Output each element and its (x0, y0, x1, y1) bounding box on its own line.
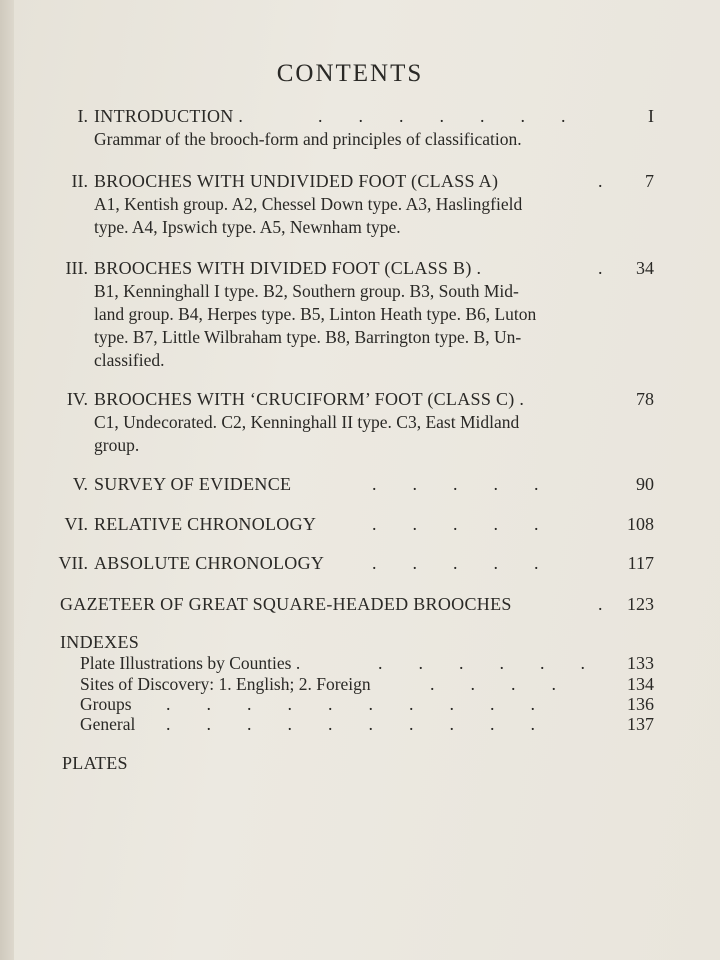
chapter-description: C1, Undecorated. C2, Kenninghall II type. C3, East Midland (94, 412, 520, 432)
leader-dots: . (598, 594, 603, 614)
chapter-description: classified. (94, 350, 165, 370)
page-number: 78 (636, 389, 654, 409)
page-number: 7 (645, 171, 654, 191)
chapter-heading: ABSOLUTE CHRONOLOGY (94, 553, 325, 573)
index-item-label: Plate Illustrations by Counties . (80, 653, 301, 673)
page-number: I (648, 106, 654, 126)
chapter-heading: BROOCHES WITH ‘CRUCIFORM’ FOOT (CLASS C) . (94, 389, 525, 409)
leader-dots: . . . . . . (378, 653, 585, 673)
chapter-number: III. (65, 258, 88, 278)
chapter-number: VII. (58, 553, 88, 573)
leader-dots: . . . . . . . . . . (166, 694, 535, 714)
chapter-number: II. (71, 171, 88, 191)
page-number: 117 (627, 553, 654, 573)
index-item-label: General (80, 714, 136, 734)
page-number: 34 (636, 258, 654, 278)
chapter-heading: INTRODUCTION . (94, 106, 244, 126)
leader-dots: . . . . . . . (318, 106, 566, 126)
leader-dots: . . . . . (372, 514, 539, 534)
page-number: 108 (627, 514, 654, 534)
indexes-heading: INDEXES (60, 632, 140, 652)
leader-dots: . . . . (430, 674, 556, 694)
index-item-label: Groups (80, 694, 132, 714)
chapter-number: VI. (64, 514, 88, 534)
chapter-heading: SURVEY OF EVIDENCE (94, 474, 292, 494)
page-number: 133 (627, 653, 654, 673)
plates-heading: PLATES (62, 753, 128, 773)
leader-dots: . . . . . (372, 553, 539, 573)
chapter-heading: RELATIVE CHRONOLOGY (94, 514, 317, 534)
page-number: 123 (627, 594, 654, 614)
gazetteer-heading: GAZETEER OF GREAT SQUARE-HEADED BROOCHES (60, 594, 512, 614)
chapter-number: I. (77, 106, 88, 126)
page-title: CONTENTS (276, 60, 424, 87)
page-number: 134 (627, 674, 654, 694)
page-number: 90 (636, 474, 654, 494)
page-number: 137 (627, 714, 654, 734)
leader-dots: . (598, 258, 603, 278)
chapter-description: group. (94, 435, 140, 455)
leader-dots: . (598, 171, 603, 191)
index-item-label: Sites of Discovery: 1. English; 2. Foreign (80, 674, 371, 694)
chapter-description: type. B7, Little Wilbraham type. B8, Barrington type. B, Un- (94, 327, 522, 347)
chapter-description: B1, Kenninghall I type. B2, Southern group. B3, South Mid- (94, 281, 519, 301)
chapter-number: V. (72, 474, 88, 494)
leader-dots: . . . . . . . . . . (166, 714, 535, 734)
page-number: 136 (627, 694, 654, 714)
chapter-description: Grammar of the brooch-form and principles of classification. (94, 129, 522, 149)
chapter-number: IV. (66, 389, 88, 409)
chapter-heading: BROOCHES WITH DIVIDED FOOT (CLASS B) . (94, 258, 482, 278)
leader-dots: . . . . . (372, 474, 539, 494)
chapter-description: land group. B4, Herpes type. B5, Linton Heath type. B6, Luton (94, 304, 537, 324)
chapter-description: A1, Kentish group. A2, Chessel Down type. A3, Haslingfield (94, 194, 523, 214)
chapter-description: type. A4, Ipswich type. A5, Newnham type. (94, 217, 401, 237)
chapter-heading: BROOCHES WITH UNDIVIDED FOOT (CLASS A) (94, 171, 499, 191)
